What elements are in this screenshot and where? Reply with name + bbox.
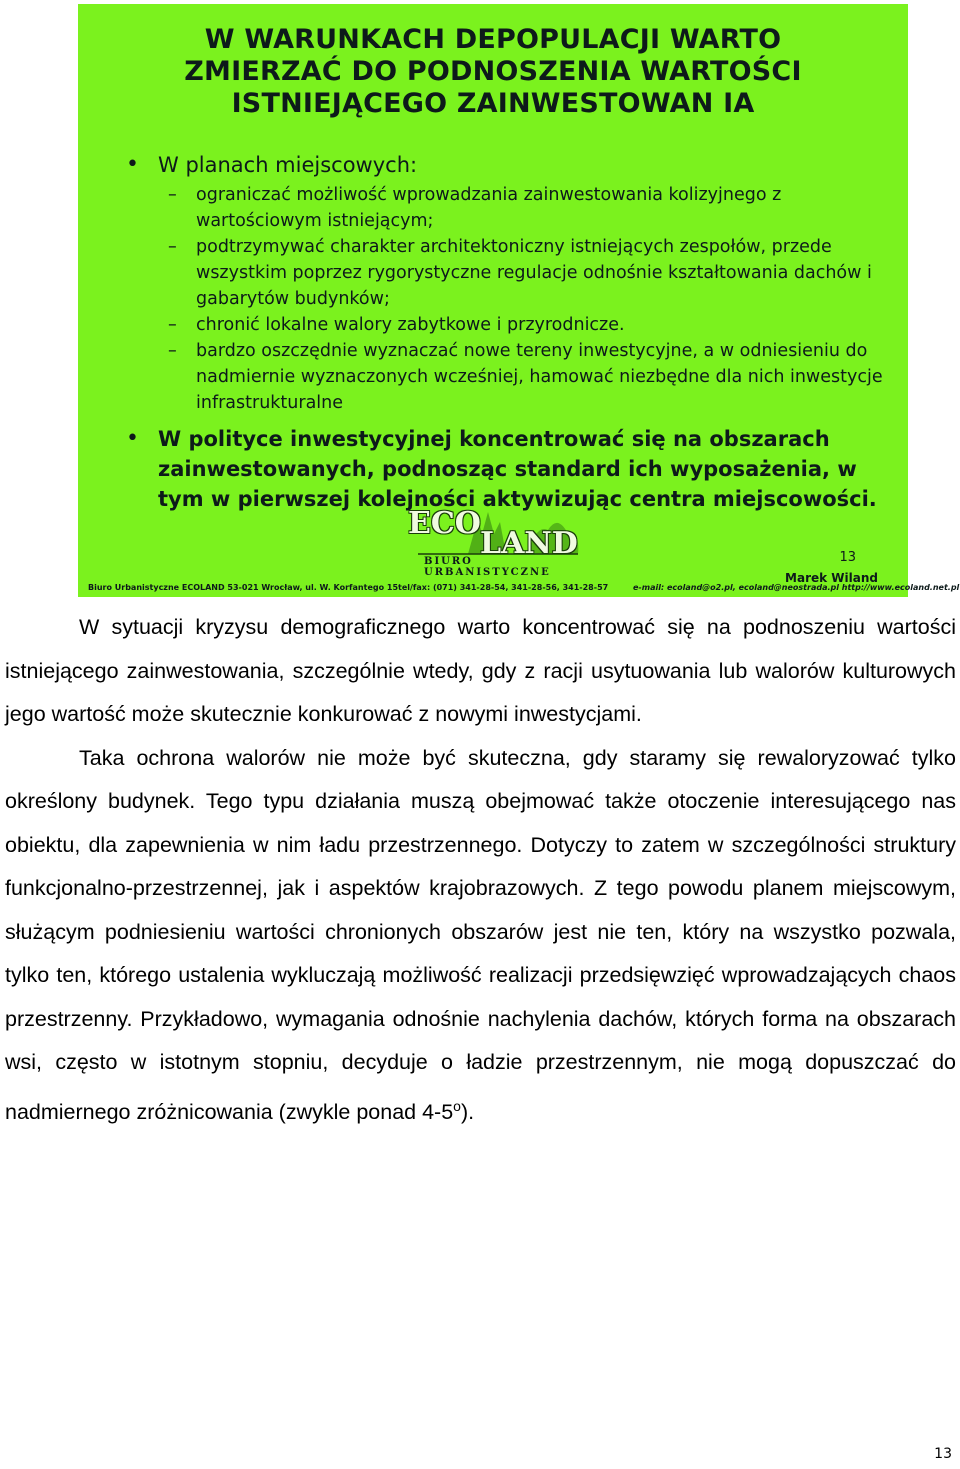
- dash-icon: –: [168, 315, 177, 335]
- slide-title-line: ZMIERZAĆ DO PODNOSZENIA WARTOŚCI: [184, 56, 802, 87]
- slide-sub-item-text: ograniczać możliwość wprowadzania zainwestowania kolizyjnego z wartościowym istniejącym;: [196, 185, 782, 231]
- footer-phone: tel/fax: (071) 341-28-54, 341-28-56, 341-28-57: [398, 583, 609, 592]
- slide-bullet-text: W planach miejscowych:: [158, 153, 418, 177]
- slide-sub-item: [158, 312, 896, 338]
- slide-title-line: W WARUNKACH DEPOPULACJI WARTO: [204, 24, 782, 55]
- slide-bullet-text: W polityce inwestycyjnej koncentrować się na obszarach zainwestowanych, podnosząc standard ich wyposażenia, w tym w pierwszej kolejności aktywizując centra miejscowości.: [158, 427, 877, 511]
- slide-sub-item: [158, 182, 896, 234]
- footer-address: Biuro Urbanistyczne ECOLAND 53-021 Wrocław, ul. W. Korfantego 15: [88, 583, 399, 592]
- slide-title: [78, 24, 908, 120]
- dash-icon: –: [168, 185, 177, 205]
- footer-contact: e-mail: ecoland@o2.pl, ecoland@neostrada.pl http://www.ecoland.net.pl: [633, 583, 960, 592]
- slide-bullet-list: [126, 150, 896, 514]
- slide-bullet: [126, 150, 896, 416]
- slide-title-line: ISTNIEJĄCEGO ZAINWESTOWAN IA: [231, 88, 755, 119]
- bullet-dot-icon: •: [126, 426, 139, 451]
- dash-icon: –: [168, 237, 177, 257]
- slide-number: 13: [839, 550, 856, 565]
- degree-mark: o: [453, 1097, 461, 1114]
- slide-sub-item: [158, 234, 896, 312]
- logo-word-eco: ECO: [408, 506, 481, 541]
- paragraph: [5, 737, 956, 1135]
- slide-sub-item: [158, 338, 896, 416]
- document-body: [5, 606, 956, 1134]
- paragraph-text: W sytuacji kryzysu demograficznego warto koncentrować się na podnoszeniu wartości istniejącego zainwestowania, szczególnie wtedy, gdy z racji usytuowania lub walorów kulturowych jego wartość może skutecznie konkurować z nowymi inwestycjami.: [5, 615, 956, 726]
- slide-sub-item-text: bardzo oszczędnie wyznaczać nowe tereny inwestycyjne, a w odniesieniu do nadmiernie wyznaczonych wcześniej, hamować niezbędne dla nich inwestycje infrastrukturalne: [196, 341, 883, 413]
- slide-sub-list: [158, 182, 896, 416]
- presentation-slide: [78, 4, 960, 597]
- paragraph-text: Taka ochrona walorów nie może być skuteczna, gdy staramy się rewaloryzować tylko określony budynek. Tego typu działania muszą obejmować także otoczenie interesującego nas obiektu, dla zapewnienia w nim ładu przestrzennego. Dotyczy to zatem w szczególności struktury funkcjonalno-przestrzennej, jak i aspektów krajobrazowych. Z tego powodu planem miejscowym, służącym podniesieniu wartości chronionych obszarów jest nie ten, który na wszystko pozwala, tylko ten, którego ustalenia wykluczają możliwość realizacji przedsięwzięć wprowadzających chaos przestrzenny. Przykładowo, wymagania odnośnie nachylenia dachów, których forma na obszarach wsi, często w istotnym stopniu, decyduje o ładzie przestrzennym, nie mogą dopuszczać do nadmiernego zróżnicowania (zwykle ponad 4-5: [5, 745, 956, 1124]
- logo-word-land: LAND: [480, 526, 578, 561]
- paragraph: [5, 606, 956, 737]
- page-number: 13: [934, 1446, 952, 1462]
- slide-author: Marek Wiland: [785, 571, 878, 585]
- dash-icon: –: [168, 341, 177, 361]
- ecoland-logo: [408, 504, 588, 578]
- bullet-dot-icon: •: [126, 152, 139, 177]
- slide-sub-item-text: podtrzymywać charakter architektoniczny istniejących zespołów, przede wszystkim poprzez rygorystyczne regulacje odnośnie kształtowania dachów i gabarytów budynków;: [196, 237, 872, 309]
- slide-bullet: [126, 424, 896, 514]
- logo-subtitle: BIURO URBANISTYCZNE: [424, 556, 551, 578]
- slide-sub-item-text: chronić lokalne walory zabytkowe i przyrodnicze.: [196, 315, 625, 335]
- paragraph-closing: ).: [460, 1099, 475, 1124]
